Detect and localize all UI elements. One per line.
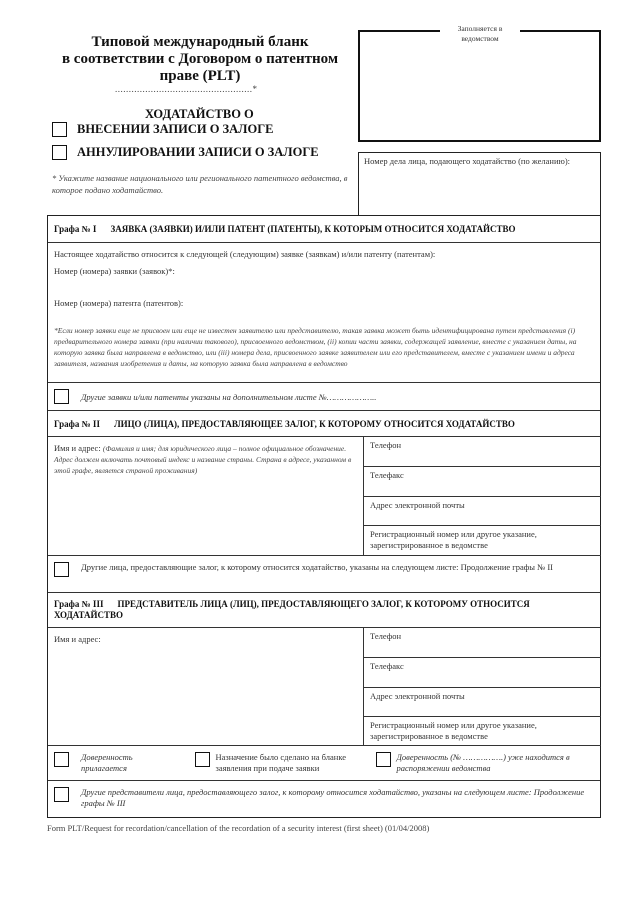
registration-field[interactable]: Регистрационный номер или другое указание, зарегистрированное в ведомстве — [363, 526, 601, 556]
form-footer: Form PLT/Request for recordation/cancellation of the recordation of a security interest (first sheet) (01/04/2008) — [47, 823, 430, 833]
checkbox-poa-held[interactable] — [376, 752, 391, 767]
box-number: Графа № III — [54, 599, 104, 609]
application-numbers-field[interactable]: Номер (номера) заявки (заявок)*: — [54, 266, 175, 276]
checkbox-poa-on-form[interactable] — [195, 752, 210, 767]
option-cancellation — [52, 145, 319, 160]
name-address-field[interactable]: Имя и адрес: — [54, 634, 101, 644]
patent-numbers-field[interactable]: Номер (номера) патента (патентов): — [54, 298, 184, 308]
request-title: ХОДАТАЙСТВО О — [145, 107, 254, 121]
fax-field[interactable]: Телефакс — [363, 467, 601, 497]
box1-note: *Если номер заявки еще не присвоен или еще не известен заявителю или представителю, такая заявка может быть идентифицирована путем представления (i) предварительного номера заявки (при наличии такового), присвоенного ведомством, (ii) копии части заявки, содержащей заявление, вместе с указанием даты, на которую заявка была направлена в ведомство, или (iii) номера дела, присвоенного заявке заявителем или его представителем, вместе с указанием имени и адреса заявителя, названия изобретения и даты, на которую заявка была направлена в ведомство — [54, 326, 577, 368]
office-name-field[interactable]: ..................................................* — [115, 84, 258, 94]
email-field[interactable]: Адрес электронной почты — [363, 497, 601, 526]
name-hint: (Фамилия и имя; для юридического лица – полное официальное обозначение. Адрес должен включать почтовый индекс и название страны. Страна в адресе, указанном в этой графе, является страной проживания) — [54, 444, 352, 475]
form-frame — [47, 215, 601, 818]
title-line: в соответствии с Договором о патентном — [61, 51, 339, 67]
name-address-field[interactable] — [54, 443, 354, 476]
checkbox-cancellation[interactable] — [52, 145, 67, 160]
email-field[interactable]: Адрес электронной почты — [363, 688, 601, 717]
other-label: Другие заявки и/или патенты указаны на дополнительном листе №……………….. — [81, 392, 377, 402]
office-use-label: Заполняется в ведомством — [440, 24, 520, 44]
checkbox-other-applications[interactable] — [54, 389, 69, 404]
box-title: ЛИЦО (ЛИЦА), ПРЕДОСТАВЛЯЮЩЕЕ ЗАЛОГ, К КОТОРОМУ ОТНОСИТСЯ ХОДАТАЙСТВО — [113, 419, 515, 429]
box1-intro: Настоящее ходатайство относится к следующей (следующим) заявке (заявкам) и/или патенту (патентам): — [54, 249, 436, 259]
box2-other — [48, 556, 600, 593]
footnote: * Укажите название национального или регионального патентного ведомства, в которое подано ходатайство. — [52, 173, 348, 195]
poa-on-form — [195, 752, 368, 774]
poa-held — [376, 752, 594, 774]
box1-header — [48, 216, 600, 243]
box3-header — [48, 593, 600, 628]
registration-field[interactable]: Регистрационный номер или другое указание, зарегистрированное в ведомстве — [363, 717, 601, 746]
phone-field[interactable]: Телефон — [363, 628, 601, 658]
case-number-label: Номер дела лица, подающего ходатайство (по желанию): — [364, 156, 571, 166]
box2-header — [48, 411, 600, 437]
form-title — [50, 34, 350, 85]
box-number: Графа № I — [54, 224, 97, 234]
box1-body — [48, 243, 600, 383]
title-line: Типовой международный бланк — [91, 34, 309, 50]
title-line: праве (PLT) — [159, 68, 241, 84]
checkbox-other-persons[interactable] — [54, 562, 69, 577]
poa-label: Назначение было сделано на бланке заявления при подаче заявки — [215, 752, 347, 773]
checkbox-poa-attached[interactable] — [54, 752, 69, 767]
box1-other — [48, 383, 600, 411]
option-recordation — [52, 122, 274, 137]
box-title: ПРЕДСТАВИТЕЛЬ ЛИЦА (ЛИЦ), ПРЕДОСТАВЛЯЮЩЕГО ЗАЛОГ, К КОТОРОМУ ОТНОСИТСЯ ХОДАТАЙСТВО — [54, 599, 530, 620]
power-of-attorney-row — [48, 746, 600, 781]
option-label: ВНЕСЕНИИ ЗАПИСИ О ЗАЛОГЕ — [77, 122, 274, 136]
poa-label: Доверенность прилагается — [81, 752, 133, 773]
poa-attached — [54, 752, 187, 774]
other-label: Другие лица, предоставляющие залог, к которому относится ходатайство, указаны на следующем листе: Продолжение графы № II — [81, 562, 554, 572]
phone-field[interactable]: Телефон — [363, 437, 601, 467]
office-use-box — [358, 30, 601, 142]
checkbox-recordation[interactable] — [52, 122, 67, 137]
case-number-field[interactable] — [358, 152, 601, 216]
box3-other — [48, 781, 600, 818]
name-label: Имя и адрес: — [54, 443, 101, 453]
checkbox-other-representatives[interactable] — [54, 787, 69, 802]
option-label: АННУЛИРОВАНИИ ЗАПИСИ О ЗАЛОГЕ — [77, 145, 319, 159]
fax-field[interactable]: Телефакс — [363, 658, 601, 688]
other-label: Другие представители лица, предоставляющего залог, к которому относится ходатайство, указаны на следующем листе: Продолжение графы № III — [81, 787, 585, 808]
box-number: Графа № II — [54, 419, 100, 429]
box-title: ЗАЯВКА (ЗАЯВКИ) И/ИЛИ ПАТЕНТ (ПАТЕНТЫ), К КОТОРЫМ ОТНОСИТСЯ ХОДАТАЙСТВО — [110, 224, 516, 234]
poa-label: Доверенность (№ …………….) уже находится в распоряжении ведомства — [396, 752, 570, 773]
